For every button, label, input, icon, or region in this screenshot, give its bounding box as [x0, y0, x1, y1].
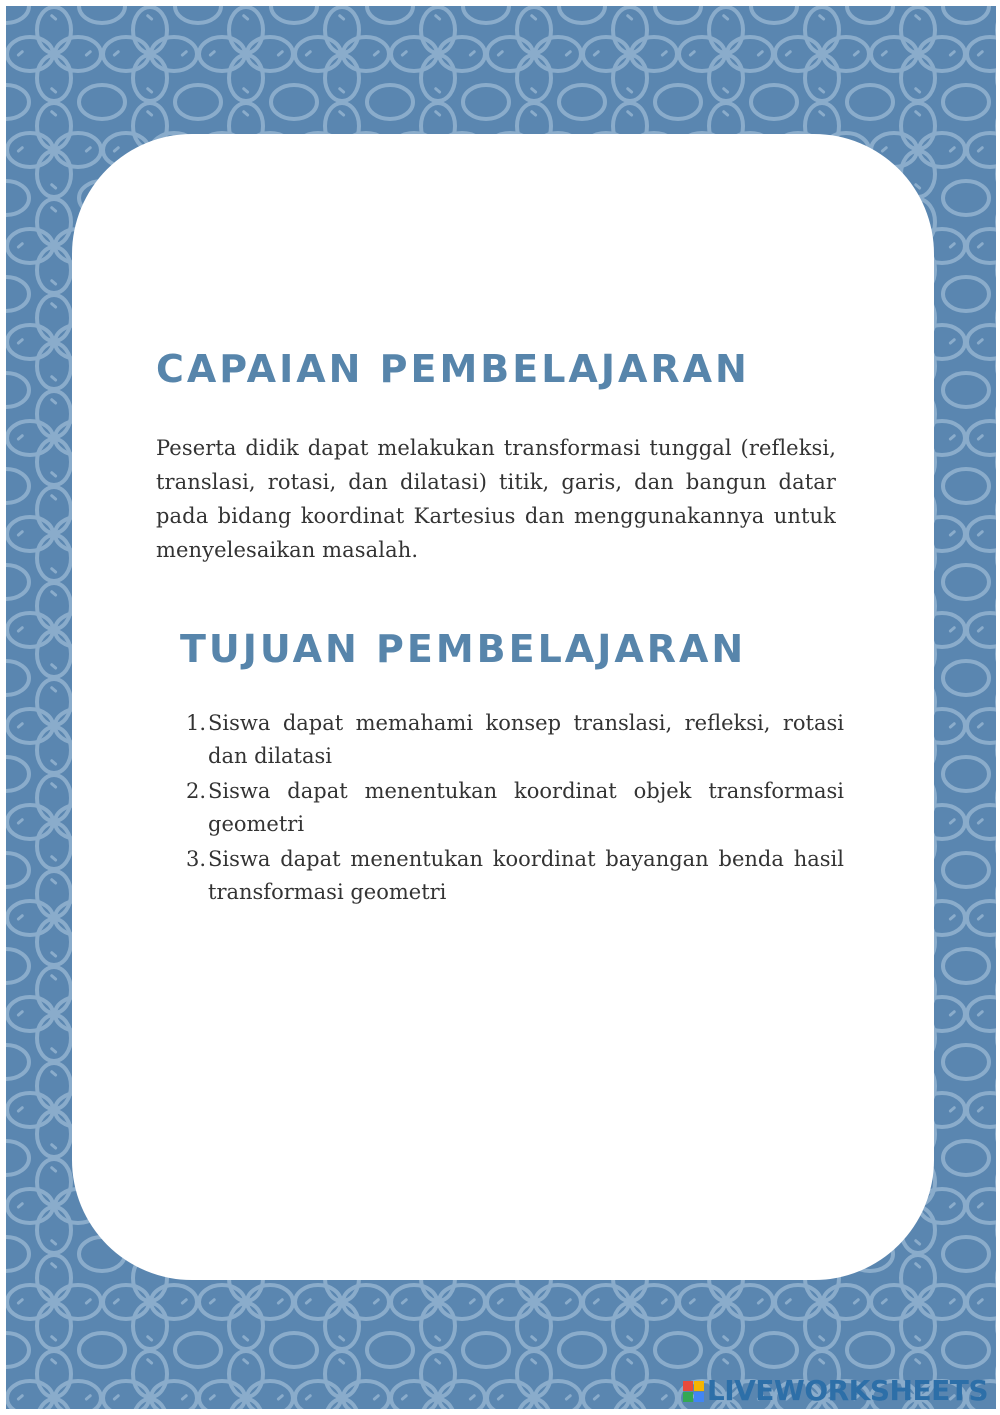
list-item-number: 2. — [186, 779, 207, 803]
logo-squares-icon — [683, 1381, 704, 1402]
logo-square — [683, 1392, 693, 1402]
list-item-number: 3. — [186, 847, 207, 871]
list-item — [186, 775, 844, 841]
list-item-text: Siswa dapat menentukan koordinat bayangan benda hasil transformasi geometri — [208, 847, 844, 904]
logo-square — [694, 1392, 704, 1402]
capaian-heading: CAPAIAN PEMBELAJARAN — [156, 347, 750, 391]
logo-text: LIVEWORKSHEETS — [706, 1374, 988, 1407]
list-item-text: Siswa dapat memahami konsep translasi, refleksi, rotasi dan dilatasi — [208, 711, 844, 768]
logo-square — [683, 1381, 693, 1391]
list-item-number: 1. — [186, 711, 207, 735]
learning-goals-list — [186, 707, 844, 911]
liveworksheets-logo — [683, 1371, 988, 1411]
list-item — [186, 707, 844, 773]
logo-square — [694, 1381, 704, 1391]
tujuan-heading: TUJUAN PEMBELAJARAN — [180, 627, 747, 671]
capaian-paragraph: Peserta didik dapat melakukan transformasi tunggal (refleksi, translasi, rotasi, dan dilatasi) titik, garis, dan bangun datar pada bidang koordinat Kartesius dan menggunakannya untuk menyelesaikan masalah. — [156, 436, 836, 562]
list-item — [186, 843, 844, 909]
list-item-text: Siswa dapat menentukan koordinat objek transformasi geometri — [208, 779, 844, 836]
